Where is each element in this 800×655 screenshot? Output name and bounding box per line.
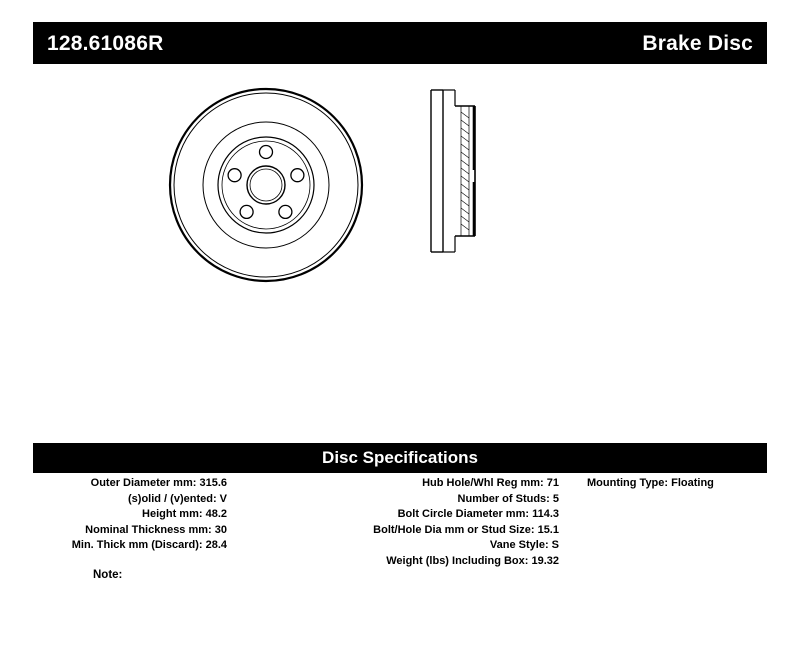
spec-section-header	[33, 443, 767, 473]
part-number: 128.61086R	[47, 31, 164, 55]
spec-item: Vane Style: S	[489, 539, 559, 551]
rotor-face-view	[170, 89, 362, 281]
spec-item: Number of Studs: 5	[457, 492, 559, 505]
technical-drawing	[33, 70, 767, 430]
product-title: Brake Disc	[642, 31, 753, 55]
spec-item: Height mm: 48.2	[142, 508, 227, 520]
note-label: Note:	[93, 569, 123, 581]
spec-item: Min. Thick mm (Discard): 28.4	[71, 539, 227, 551]
rotor-edge-view	[431, 90, 475, 252]
spec-column-right	[563, 476, 767, 569]
header-bar	[33, 22, 767, 64]
spec-item: Bolt/Hole Dia mm or Stud Size: 15.1	[373, 523, 559, 536]
spec-item: (s)olid / (v)ented: V	[128, 492, 227, 505]
spec-section-title: Disc Specifications	[322, 448, 478, 467]
spec-item: Weight (lbs) Including Box: 19.32	[386, 554, 559, 567]
spec-item: Bolt Circle Diameter mm: 114.3	[397, 508, 559, 520]
note-row	[93, 569, 122, 581]
spec-item: Nominal Thickness mm: 30	[85, 523, 227, 536]
spec-table	[33, 476, 767, 569]
spec-item: Mounting Type: Floating	[587, 477, 714, 489]
spec-column-middle	[233, 476, 563, 569]
spec-item: Hub Hole/Whl Reg mm: 71	[422, 477, 559, 489]
spec-item: Outer Diameter mm: 315.6	[90, 477, 227, 489]
spec-column-left	[33, 476, 233, 569]
